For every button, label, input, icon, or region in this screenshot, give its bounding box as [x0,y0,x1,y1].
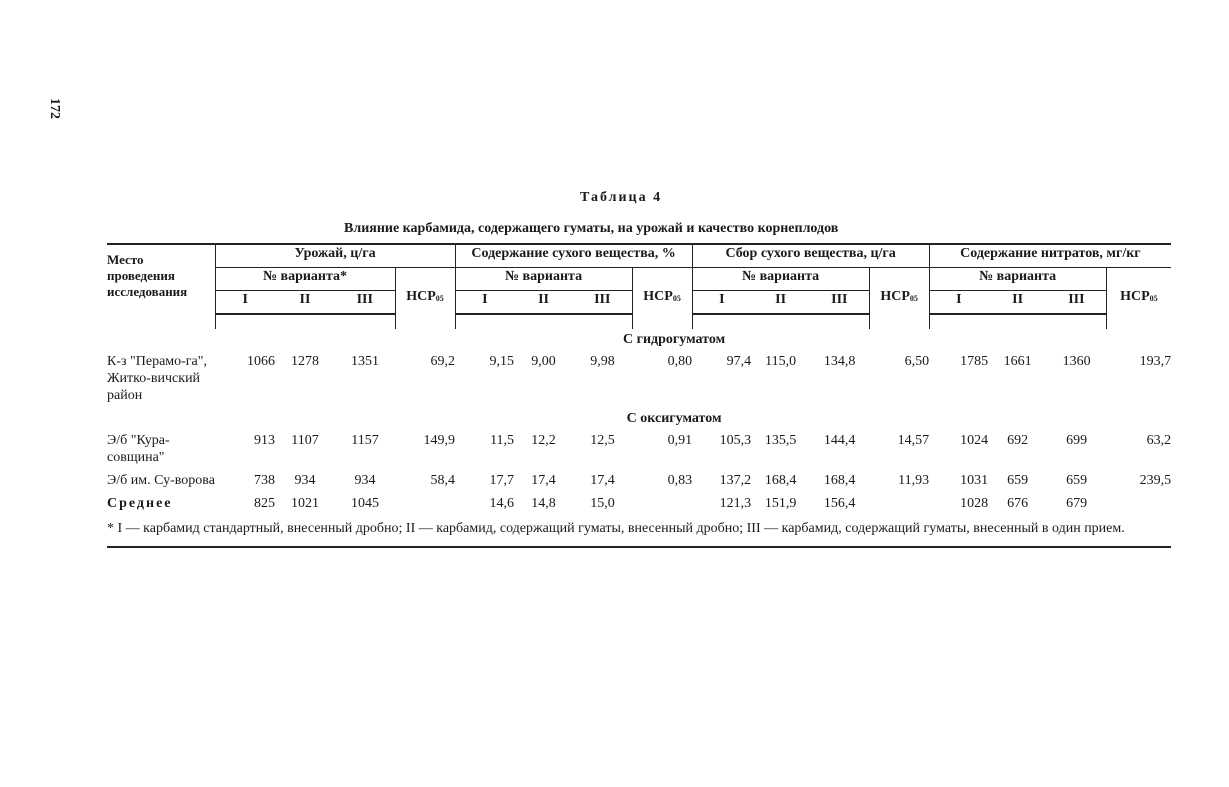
table-cell: 121,3 [719,496,752,511]
table-cell: 14,8 [531,496,556,511]
table-cell: 825 [254,496,275,511]
table-cell: 17,4 [590,473,615,488]
table-cell [869,493,929,516]
table-cell: 676 [1007,496,1029,511]
table-cell: 0,80 [667,354,693,369]
footnote: * I — карбамид стандартный, внесенный дробно; II — карбамид, содержащий гуматы, внесенный дробно; III — карбамид, содержащий гуматы, внесенный в один прием. [107,516,1171,547]
variant-col-header: II [751,291,810,315]
page-number: 172 [47,98,62,119]
table-header [107,244,1171,329]
table-cell: 659 [1007,473,1029,488]
row-place: Среднее [107,496,173,511]
table-cell: 11,93 [898,473,930,488]
table-cell: 193,7 [1139,354,1172,369]
table-cell: 1360 [1062,354,1091,369]
table-cell: 134,8 [823,354,856,369]
table-cell: 17,4 [531,473,556,488]
row-place: Э/б "Кура-совщина" [107,433,170,465]
table-cell: 239,5 [1139,473,1172,488]
variant-header: № варианта [929,268,1106,291]
table-cell: 9,00 [531,354,556,369]
variant-header: № варианта* [215,268,395,291]
table-cell: 168,4 [823,473,856,488]
table-cell: 144,4 [823,433,856,448]
table-cell [632,493,692,516]
table-cell: 58,4 [430,473,456,488]
table-cell: 97,4 [726,354,752,369]
table-cell: 1351 [351,354,379,369]
table-cell: 135,5 [764,433,797,448]
table-cell: 12,5 [590,433,615,448]
table-cell: 1031 [960,473,989,488]
table-title: Влияние карбамида, содержащего гуматы, на урожай и качество корнеплодов [344,221,839,236]
footnote-row [107,516,1171,547]
variant-col-header: II [514,291,573,315]
table-cell [395,493,455,516]
table-cell: 1045 [351,496,379,511]
place-header: Место проведения исследования [107,244,215,314]
hcp-header: НСР05 [395,268,455,315]
table-cell: 63,2 [1146,433,1172,448]
table-cell: 1028 [960,496,989,511]
variant-col-header: I [215,291,275,315]
table-cell: 738 [254,473,275,488]
hcp-header: НСР05 [1106,268,1171,315]
row-place: Э/б им. Су-ворова [107,473,215,488]
variant-header: № варианта [455,268,632,291]
table-cell: 1107 [291,433,319,448]
table-cell: 934 [354,473,376,488]
table-cell: 934 [294,473,316,488]
table-cell: 1278 [291,354,319,369]
variant-col-header: I [692,291,751,315]
table-cell: 156,4 [823,496,856,511]
table-cell: 1661 [1003,354,1032,369]
variant-col-header: III [573,291,632,315]
table-caption: Таблица 4 [580,190,663,205]
table-cell: 168,4 [764,473,797,488]
table-cell [1106,493,1171,516]
variant-col-header: I [929,291,988,315]
table-cell: 699 [1066,433,1088,448]
table-cell: 149,9 [423,433,456,448]
hcp-header: НСР05 [869,268,929,315]
variant-col-header: III [335,291,395,315]
variant-header: № варианта [692,268,869,291]
hcp-header: НСР05 [632,268,692,315]
table-row [107,351,1171,408]
table-cell: 12,2 [531,433,556,448]
table-cell: 11,5 [490,433,515,448]
table-cell: 1021 [291,496,319,511]
group-header-yield: Урожай, ц/га [215,244,455,268]
table-body [107,329,1171,547]
table-cell: 1024 [960,433,989,448]
table-cell: 1066 [247,354,275,369]
section-title: С оксигуматом [626,411,722,426]
table-cell: 6,50 [904,354,930,369]
section-header [107,408,1171,430]
table-cell: 9,15 [489,354,515,369]
average-row [107,493,1171,516]
group-header-dry-yield: Сбор сухого вещества, ц/га [692,244,929,268]
variant-col-header: II [275,291,335,315]
variant-col-header: III [1047,291,1106,315]
row-place: К-з "Перамо-га", Житко-вичский район [107,354,207,403]
group-header-dry-matter: Содержание сухого вещества, % [455,244,692,268]
table-row [107,470,1171,493]
variant-col-header: I [455,291,514,315]
table-cell: 692 [1007,433,1029,448]
table-cell: 15,0 [590,496,615,511]
table-cell: 1785 [960,354,989,369]
table-cell: 679 [1066,496,1088,511]
table-cell: 0,83 [667,473,693,488]
table-cell: 17,7 [489,473,515,488]
table-cell: 137,2 [719,473,752,488]
table-cell: 105,3 [719,433,752,448]
table-cell: 913 [254,433,275,448]
table-row [107,430,1171,470]
group-header-nitrates: Содержание нитратов, мг/кг [929,244,1171,268]
table-cell: 0,91 [667,433,693,448]
section-header [107,329,1171,351]
table-cell: 69,2 [430,354,456,369]
table-cell: 151,9 [764,496,797,511]
table-cell: 9,98 [590,354,615,369]
table-cell: 1157 [351,433,379,448]
table-cell: 115,0 [765,354,797,369]
data-table [107,243,1171,548]
section-title: С гидрогуматом [623,332,726,347]
table-cell: 14,6 [489,496,515,511]
table-cell: 14,57 [897,433,930,448]
variant-col-header: III [810,291,869,315]
variant-col-header: II [988,291,1047,315]
table-cell: 659 [1066,473,1088,488]
